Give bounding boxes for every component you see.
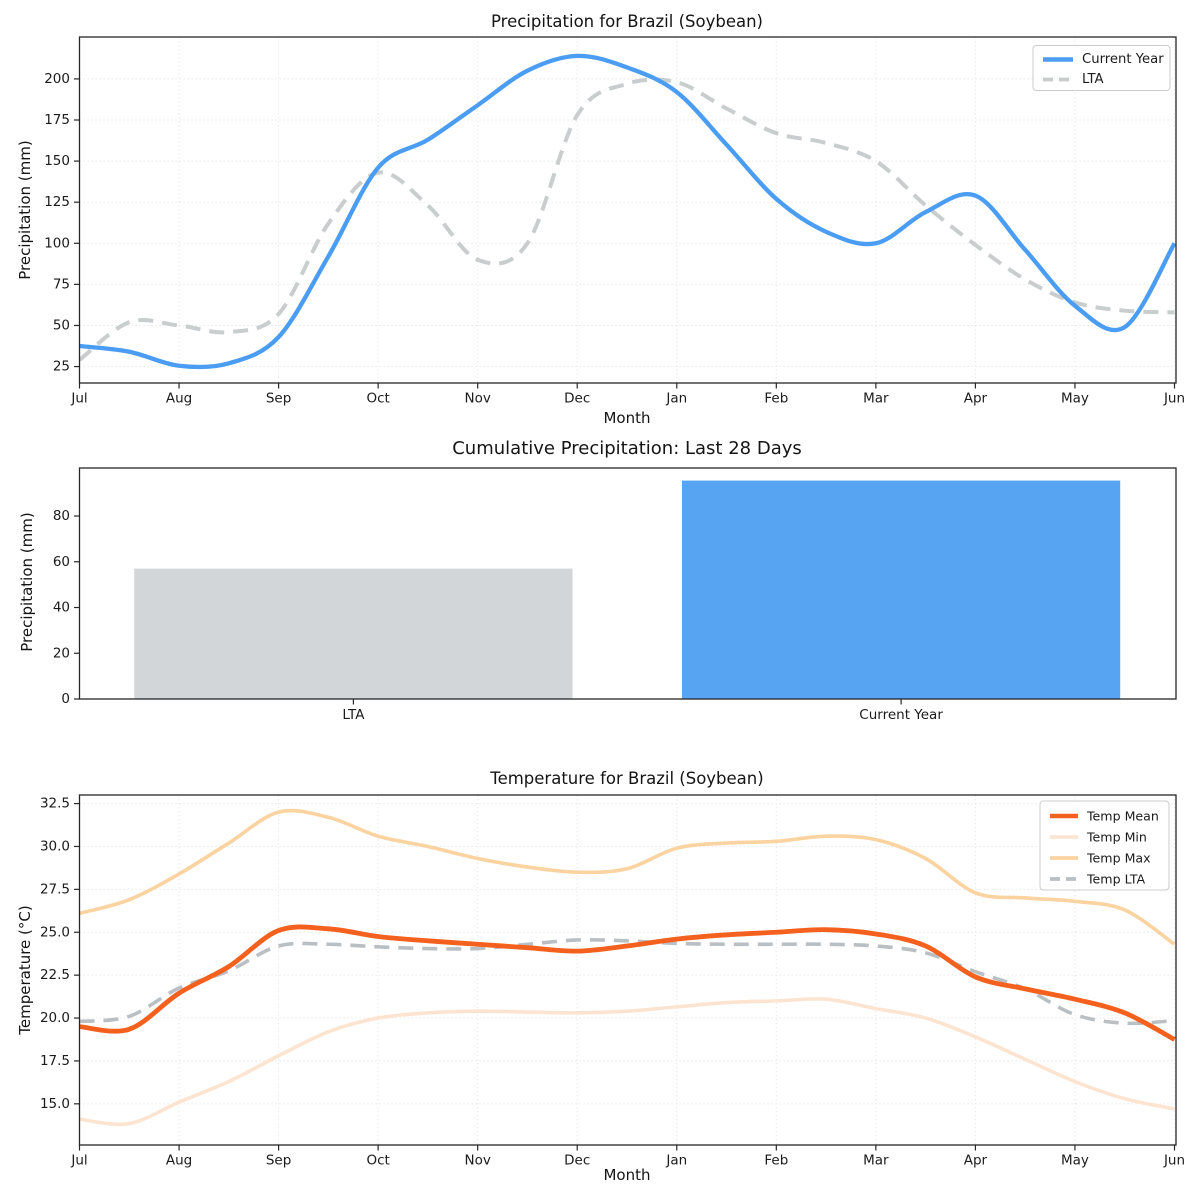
- x-axis: [70, 383, 1185, 407]
- y-tick-label: 20: [52, 645, 70, 662]
- series-temp-mean: [80, 927, 1175, 1040]
- bar-category-label: LTA: [342, 707, 365, 723]
- y-tick-label: 0: [61, 691, 70, 707]
- x-tick-label: Jun: [1163, 390, 1186, 407]
- x-tick-label: Feb: [764, 390, 789, 407]
- precipitation-xaxis-label: Month: [603, 409, 651, 427]
- x-tick-label: Aug: [165, 1152, 193, 1169]
- y-tick-label: 17.5: [39, 1052, 70, 1069]
- x-axis: [342, 699, 943, 723]
- y-axis: [53, 508, 80, 707]
- series-temp-max: [80, 808, 1175, 945]
- x-tick-label: Apr: [963, 390, 988, 407]
- temperature-yaxis-label: Temperature (°C): [16, 905, 34, 1035]
- legend: [1040, 801, 1169, 890]
- x-tick-label: Oct: [366, 1152, 390, 1169]
- cumulative-precipitation-chart-title: Cumulative Precipitation: Last 28 Days: [452, 438, 802, 459]
- legend-label-temp-lta: Temp LTA: [1087, 871, 1146, 887]
- x-axis: [70, 1145, 1185, 1169]
- bar-category-label: Current Year: [859, 707, 943, 723]
- series-group: [80, 56, 1175, 367]
- y-tick-label: 75: [52, 276, 70, 293]
- x-tick-label: Sep: [265, 390, 292, 407]
- bars: [134, 481, 1120, 699]
- x-tick-label: Dec: [564, 390, 591, 407]
- series-current-year: [80, 56, 1175, 367]
- temperature-xaxis-label: Month: [603, 1166, 651, 1184]
- x-tick-label: Nov: [464, 390, 491, 407]
- y-tick-label: 200: [44, 70, 70, 87]
- x-tick-label: Jan: [666, 1152, 688, 1169]
- y-tick-label: 27.5: [39, 881, 70, 898]
- legend-label-temp-min: Temp Min: [1087, 829, 1147, 845]
- x-tick-label: Mar: [863, 390, 889, 407]
- legend: [1033, 46, 1170, 91]
- gridlines: [80, 795, 1177, 1145]
- cumulative-precipitation-yaxis-label: Precipitation (mm): [18, 512, 36, 652]
- y-axis: [44, 71, 79, 375]
- x-tick-label: Mar: [863, 1152, 889, 1169]
- bar-lta: [134, 569, 572, 699]
- y-tick-label: 150: [44, 153, 70, 170]
- bar-current-year: [682, 481, 1120, 699]
- series-group: [80, 808, 1175, 1125]
- x-tick-label: May: [1060, 390, 1089, 407]
- y-axis: [40, 796, 80, 1112]
- y-tick-label: 20.0: [39, 1010, 70, 1027]
- y-tick-label: 60: [52, 553, 70, 570]
- y-tick-label: 15.0: [39, 1095, 70, 1112]
- y-tick-label: 30.0: [39, 838, 70, 855]
- temperature-line-chart: [0, 740, 1200, 1200]
- x-tick-label: Aug: [165, 390, 193, 407]
- legend-label-lta: LTA: [1082, 72, 1104, 87]
- x-tick-label: Dec: [564, 1152, 591, 1169]
- y-tick-label: 125: [44, 194, 70, 211]
- y-tick-label: 25.0: [39, 924, 70, 941]
- x-tick-label: Oct: [366, 390, 390, 407]
- y-tick-label: 40: [52, 599, 70, 616]
- x-tick-label: Sep: [265, 1152, 292, 1169]
- x-tick-label: Feb: [764, 1152, 789, 1169]
- x-tick-label: Jun: [1163, 1152, 1186, 1169]
- x-tick-label: Jul: [71, 390, 88, 407]
- legend-label-temp-max: Temp Max: [1087, 850, 1151, 866]
- series-lta: [80, 79, 1175, 360]
- y-tick-label: 175: [44, 112, 70, 129]
- x-tick-label: Apr: [963, 1152, 988, 1169]
- y-tick-label: 50: [52, 317, 70, 334]
- axes-box: [80, 795, 1177, 1145]
- x-tick-label: Jul: [71, 1152, 88, 1169]
- x-tick-label: Jan: [666, 390, 688, 407]
- legend-label-temp-mean: Temp Mean: [1087, 808, 1159, 824]
- precipitation-line-chart: [0, 0, 1200, 430]
- precipitation-yaxis-label: Precipitation (mm): [16, 140, 34, 280]
- y-tick-label: 100: [44, 235, 70, 252]
- y-tick-label: 22.5: [39, 967, 70, 984]
- x-tick-label: Nov: [464, 1152, 491, 1169]
- legend-label-current-year: Current Year: [1082, 52, 1164, 67]
- x-tick-label: May: [1060, 1152, 1089, 1169]
- precipitation-chart-title: Precipitation for Brazil (Soybean): [490, 12, 764, 31]
- y-tick-label: 25: [52, 358, 70, 375]
- cumulative-precipitation-bar-chart: [0, 430, 1200, 740]
- y-tick-label: 80: [52, 508, 70, 525]
- y-tick-label: 32.5: [39, 795, 70, 812]
- temperature-chart-title: Temperature for Brazil (Soybean): [490, 769, 764, 788]
